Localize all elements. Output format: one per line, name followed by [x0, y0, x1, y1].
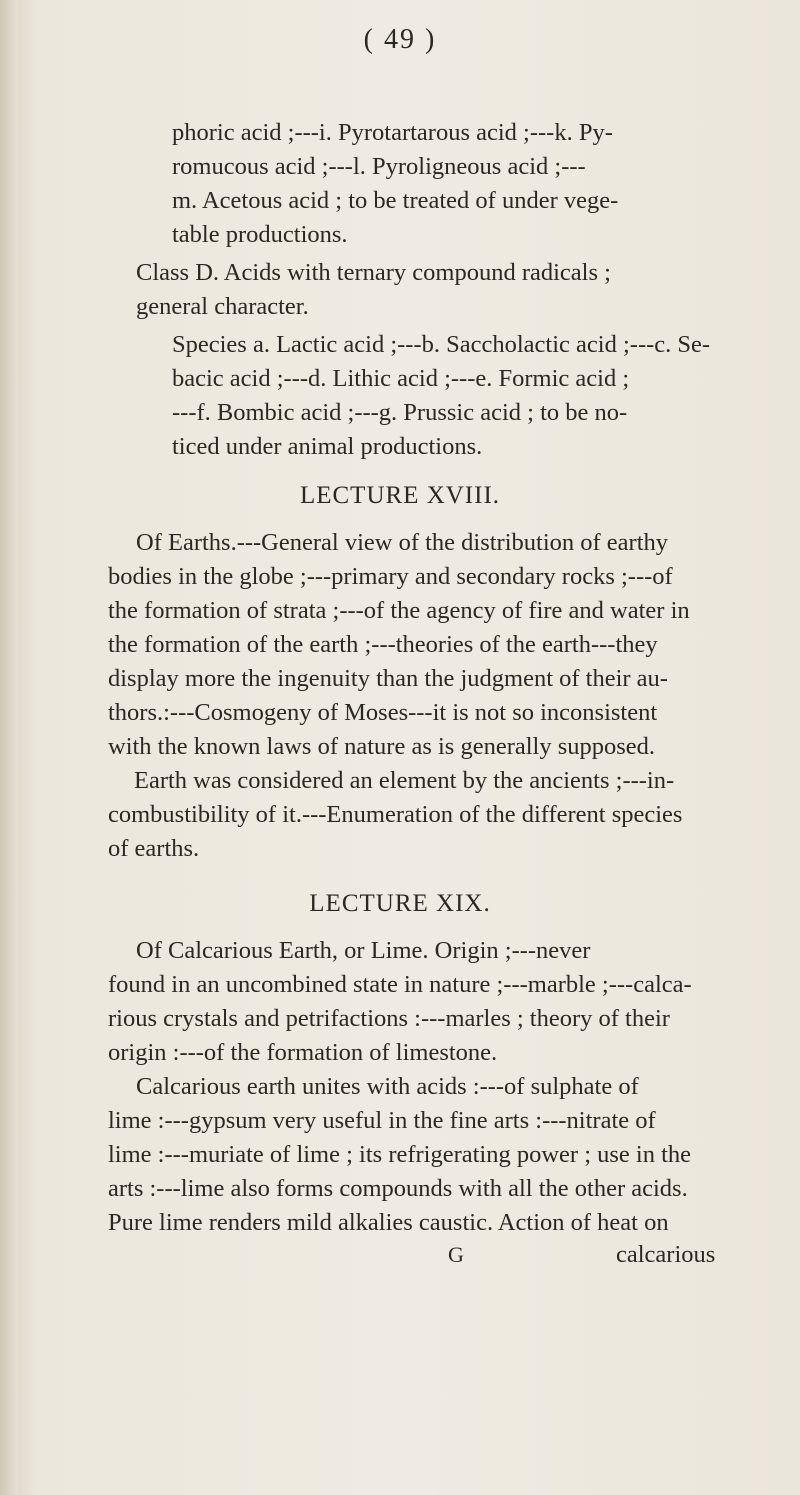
lecture-xix-line: Calcarious earth unites with acids :---of sulphate of — [136, 1073, 639, 1100]
lecture-xviii-line: display more the ingenuity than the judgment of their au- — [108, 665, 668, 692]
lecture-xix-line: rious crystals and petrifactions :---marles ; theory of their — [108, 1005, 670, 1032]
class-d-line: general character. — [136, 293, 309, 320]
lecture-xviii-line: bodies in the globe ;---primary and secondary rocks ;---of — [108, 563, 673, 590]
species-line: Species a. Lactic acid ;---b. Saccholactic acid ;---c. Se- — [172, 331, 711, 358]
lecture-xix-line: lime :---gypsum very useful in the fine arts :---nitrate of — [108, 1107, 656, 1134]
lecture-xviii-line: Of Earths.---General view of the distribution of earthy — [136, 529, 669, 556]
lecture-xix-line: Of Calcarious Earth, or Lime. Origin ;---never — [136, 937, 591, 964]
species-line: bacic acid ;---d. Lithic acid ;---e. Formic acid ; — [172, 365, 630, 392]
text-line: romucous acid ;---l. Pyroligneous acid ;--- — [172, 153, 586, 180]
lecture-xix-heading: LECTURE XIX. — [309, 890, 491, 917]
text-line: m. Acetous acid ; to be treated of under vege- — [172, 187, 619, 214]
lecture-xviii-line: with the known laws of nature as is generally supposed. — [108, 733, 656, 760]
signature-mark: G — [448, 1242, 464, 1267]
lecture-xviii-line: the formation of the earth ;---theories of the earth---they — [108, 631, 658, 658]
species-line: ---f. Bombic acid ;---g. Prussic acid ; to be no- — [172, 399, 628, 426]
class-d-line: Class D. Acids with ternary compound radicals ; — [136, 259, 611, 286]
lecture-xix-line: found in an uncombined state in nature ;---marble ;---calca- — [108, 971, 692, 998]
page-number: ( 49 ) — [363, 24, 437, 55]
lecture-xviii-line: thors.:---Cosmogeny of Moses---it is not so inconsistent — [108, 699, 658, 726]
lecture-xix-line: origin :---of the formation of limestone. — [108, 1039, 498, 1066]
lecture-xviii-heading: LECTURE XVIII. — [299, 482, 501, 509]
text-line: phoric acid ;---i. Pyrotartarous acid ;---k. Py- — [172, 119, 613, 146]
lecture-xviii-line: Earth was considered an element by the ancients ;---in- — [134, 767, 675, 794]
lecture-xix-line: arts :---lime also forms compounds with all the other acids. — [108, 1175, 688, 1202]
lecture-xix-line: lime :---muriate of lime ; its refrigerating power ; use in the — [108, 1141, 692, 1168]
lecture-xix-line: Pure lime renders mild alkalies caustic. Action of heat on — [108, 1209, 669, 1236]
page-gutter — [0, 0, 18, 1495]
species-line: ticed under animal productions. — [172, 433, 483, 460]
lecture-xviii-line: of earths. — [108, 835, 200, 862]
lecture-xviii-line: the formation of strata ;---of the agency of fire and water in — [108, 597, 690, 624]
text-line: table productions. — [172, 221, 348, 248]
catchword: calcarious — [616, 1241, 716, 1268]
lecture-xviii-line: combustibility of it.---Enumeration of the different species — [108, 801, 683, 828]
